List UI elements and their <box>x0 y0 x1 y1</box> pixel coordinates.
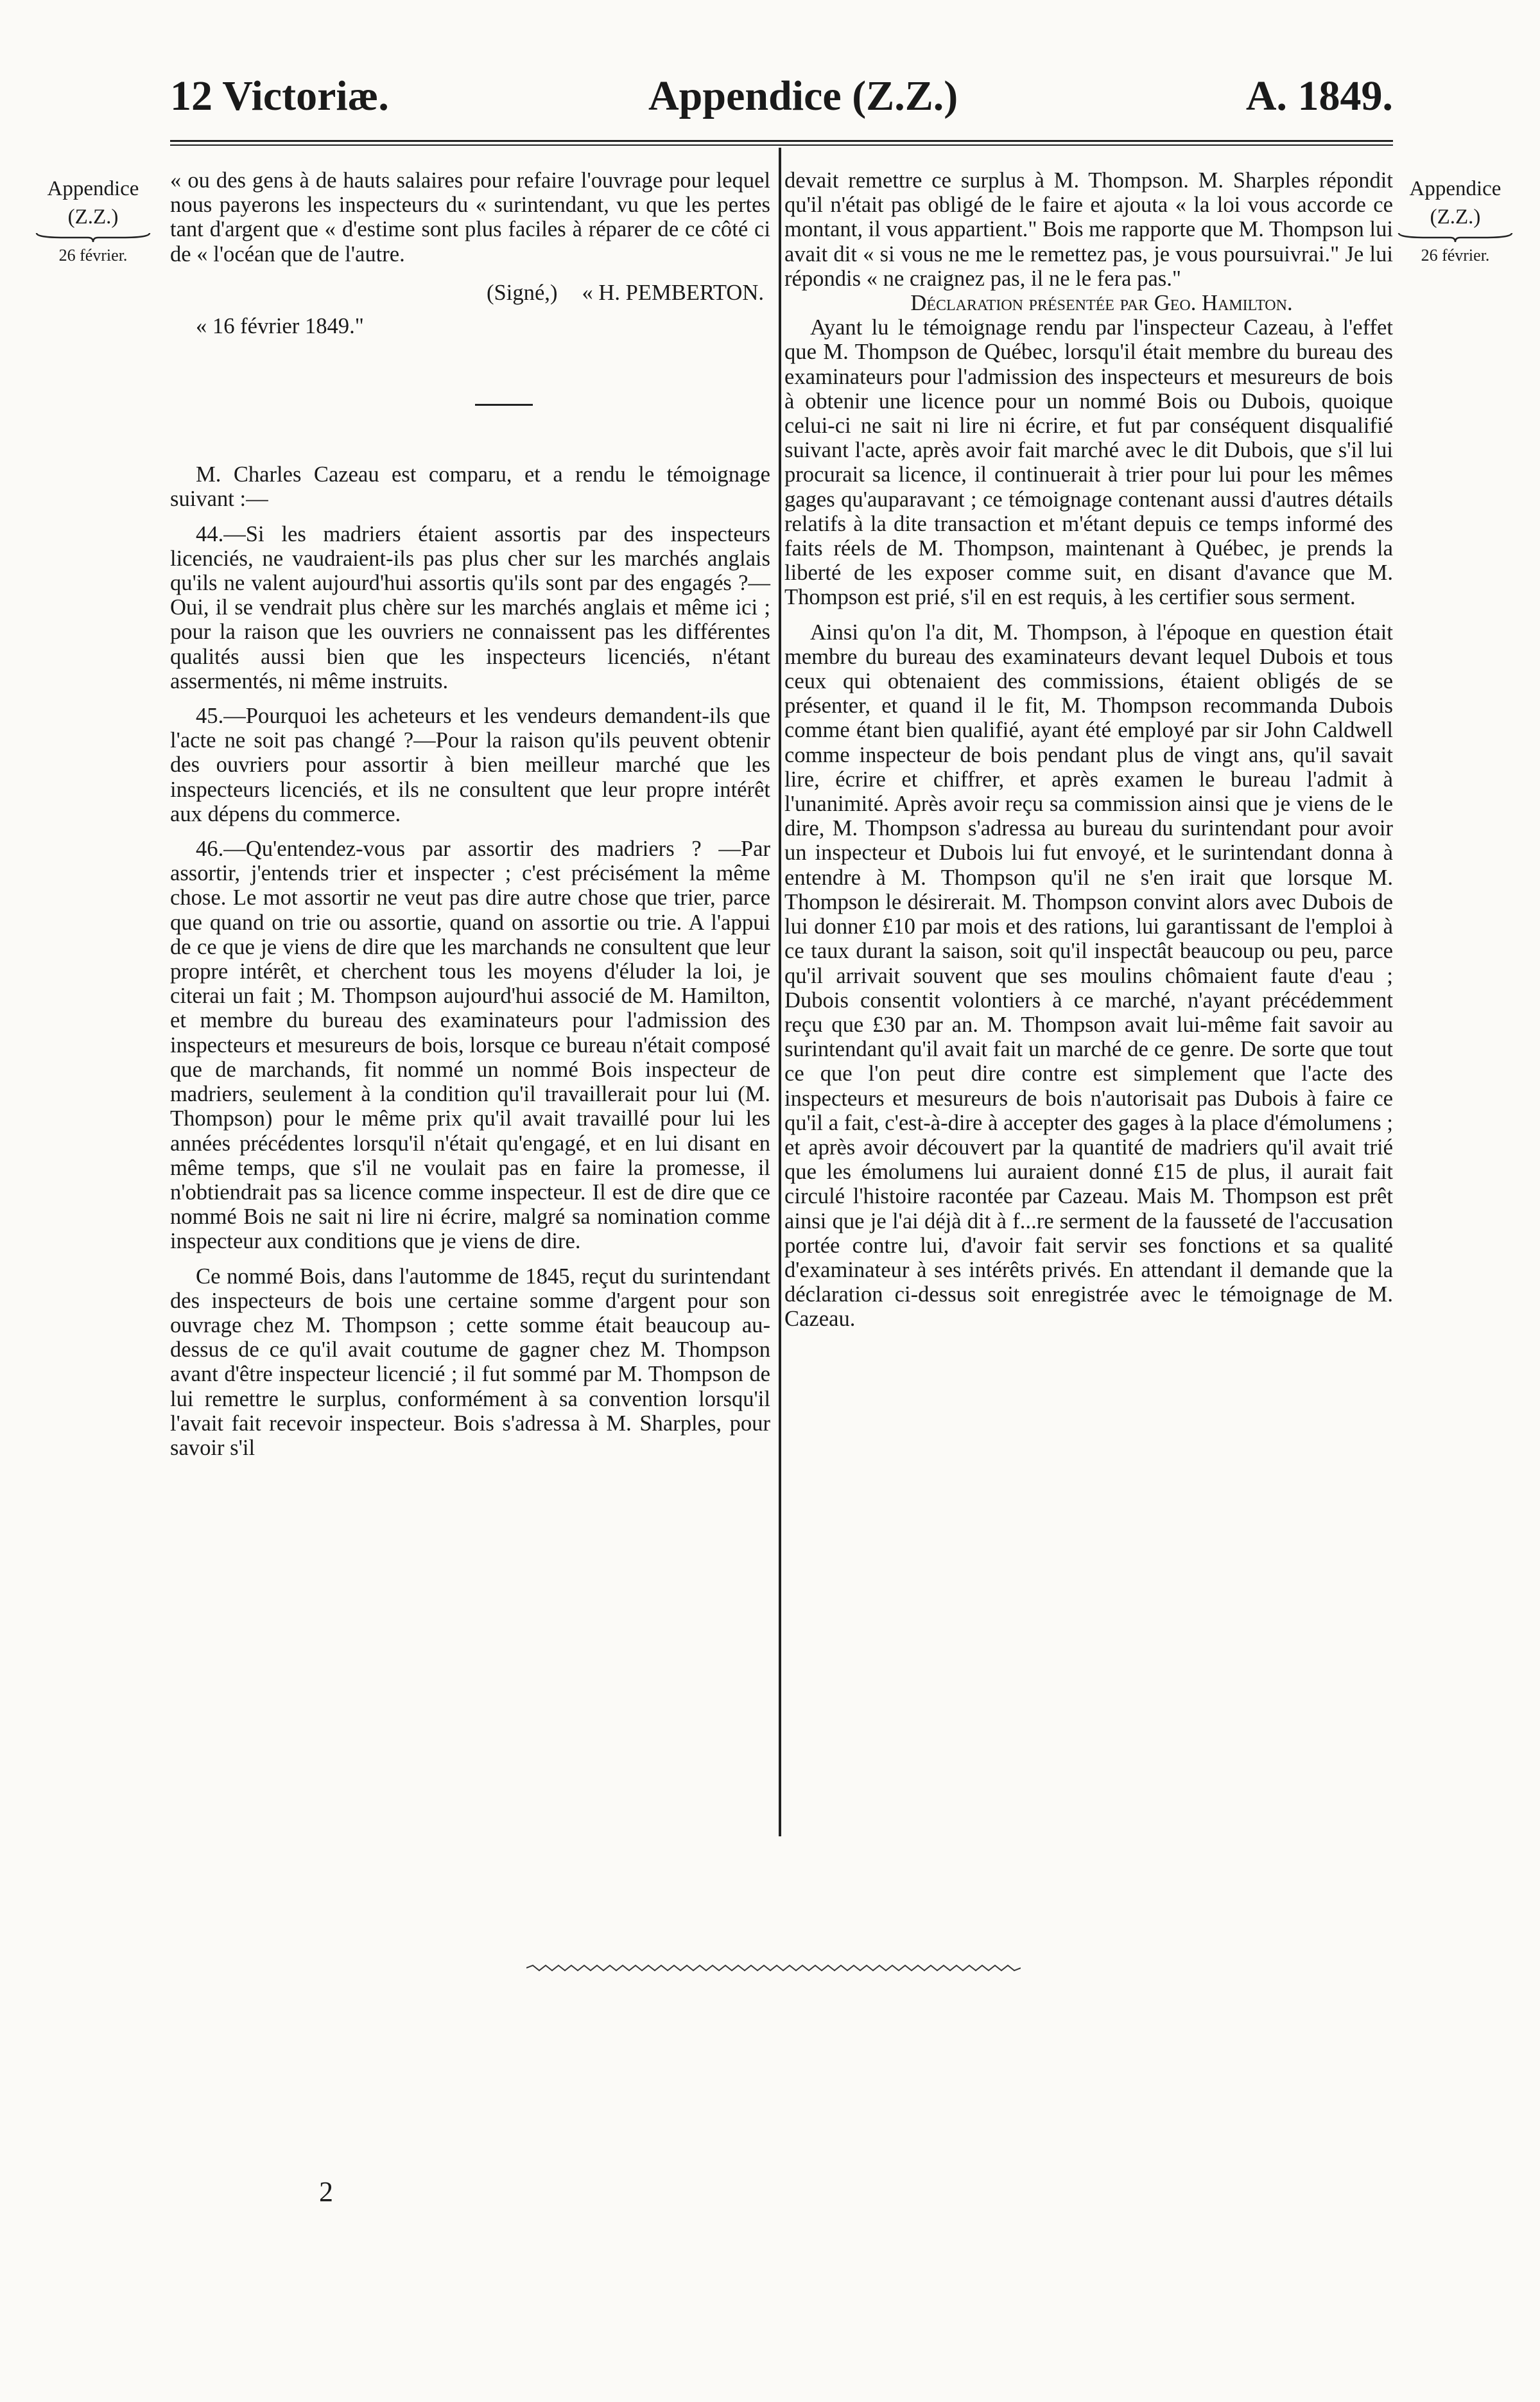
question-45: 45.—Pourquoi les acheteurs et les vendeurs demandent-ils que l'acte ne soit pas changé ?—Pour la raison qu'ils peuvent obtenir des ouvriers pour assortir à bien meilleur marché que les inspecteurs licenciés, et ils ne consultent que leur propre intérêt aux dépens du commerce. <box>170 704 770 826</box>
letter-quote: « ou des gens à de hauts salaires pour refaire l'ouvrage pour lequel nous payerons les inspecteurs du « surintendant, vu que les pertes tant d'argent que « d'estime sont plus faciles à réparer de ce côté ci de « l'océan que de l'autre. <box>170 168 770 266</box>
declaration-title: Déclaration présentée par Geo. Hamilton. <box>910 291 1293 316</box>
declaration-paragraph-2: Ainsi qu'on l'a dit, M. Thompson, à l'époque en question était membre du bureau des examinateurs devant lequel Dubois et tous ceux qui obtenaient des commissions, étaient obligés de se présenter, et quand il le fit, M. Thompson recommanda Dubois comme étant bien qualifié, ayant été employé par sir John Caldwell comme inspecteur de bois pendant plus de vingt ans, qu'il savait lire, écrire et chiffrer, et après examen le bureau l'admit à l'unanimité. Après avoir reçu sa commission ainsi que je viens de le dire, M. Thompson s'adressa au bureau du surintendant pour avoir un inspecteur et Dubois lui fut envoyé, et le surintendant donna à entendre à M. Thompson qu'il ne s'en irait que lorsque M. Thompson le désirerait. M. Thompson convint alors avec Dubois de lui donner £10 par mois et des rations, lui garantissant de l'emploi à ce taux durant la saison, soit qu'il inspectât beaucoup ou peu, parce qu'il arrivait souvent que ses moulins chômaient faute d'eau ; Dubois consentit volontiers à ce marché, n'ayant précédemment reçu que £30 par an. M. Thompson avait lui-même fait savoir au surintendant qu'il avait fait un marché de ce genre. De sorte que tout ce que l'on peut dire contre est simplement que l'acte des inspecteurs et mesureurs de bois n'autorisait pas Dubois à faire ce qu'il a fait, c'est-à-dire à accepter des gages à la place d'émolumens ; et après avoir découvert par la quantité de madriers qu'il avait trié que les émolumens lui auraient donné £15 de plus, il aurait fait circulé l'histoire racontée par Cazeau. Mais M. Thompson est prêt ainsi que je l'ai déjà dit à f...re serment de la fausseté de l'accusation portée contre lui, d'avoir fait servir ses fonctions et sa qualité d'examinateur à ses intérêts privés. En attendant il demande que la déclaration ci-dessus soit enregistrée avec le témoignage de M. Cazeau. <box>784 620 1393 1332</box>
year-label: A. 1849. <box>1245 73 1393 119</box>
question-44: 44.—Si les madriers étaient assortis par des inspecteurs licenciés, ne vaudraient-ils pas plus cher sur les marchés anglais qu'ils ne valent aujourd'hui assortis qu'ils sont par des engagés ?—Oui, il se vendrait plus chère sur les marchés anglais et même ici ; pour la raison que les ouvriers ne connaissent pas les différentes qualités aussi bien que les inspecteurs licenciés, n'étant assermentés, ni même instruits. <box>170 521 770 693</box>
signer-name: « H. PEMBERTON. <box>582 280 764 305</box>
header-rule-top <box>170 140 1393 142</box>
header-rule-bottom <box>170 144 1393 146</box>
signature-line <box>170 281 770 305</box>
margin-date: 26 février. <box>1421 246 1490 265</box>
brace-icon <box>1397 231 1513 244</box>
margin-note-left <box>26 175 160 267</box>
question-46: 46.—Qu'entendez-vous par assortir des madriers ? —Par assortir, j'entends trier et inspecter ; c'est précisément la même chose. Le mot assortir ne veut pas dire autre chose que trier, parce que quand on trie ou assortie, quand on assortie ou trie. A l'appui de ce que je viens de dire que les marchands ne consultent que leur propre intérêt, et cherchent tous les moyens d'éluder la loi, je citerai un fait ; M. Thompson aujourd'hui associé de M. Hamilton, et membre du bureau des examinateurs pour l'admission des inspecteurs et mesureurs de bois, lorsque ce bureau n'était composé que de marchands, fit nommé un nommé Bois inspecteur de madriers, seulement à la condition qu'il travaillerait pour lui (M. Thompson) pour le même prix qu'il avait travaillé pour lui les années précédentes lorsqu'il n'était qu'engagé, et en lui disant en même temps, que s'il ne voulait pas en faire la promesse, il n'obtiendrait pas sa licence comme inspecteur. Il est de dire que ce nommé Bois ne sait ni lire ni écrire, malgré sa nomination comme inspecteur aux conditions que je viens de dire. <box>170 837 770 1254</box>
signed-label: (Signé,) <box>487 280 558 305</box>
margin-zz-label: (Z.Z.) <box>67 205 119 229</box>
paragraph-bois: Ce nommé Bois, dans l'automme de 1845, reçut du surintendant des inspecteurs de bois une certaine somme d'argent pour son ouvrage chez M. Thompson ; cette somme était beaucoup au-dessus de ce qu'il avait coutume de gagner chez M. Thompson avant d'être inspecteur licencié ; il fut sommé par M. Thompson de lui remettre le surplus, conformément à sa convention lorsqu'il l'avait fait recevoir inspecteur. Bois s'adressa à M. Sharples, pour savoir s'il <box>170 1264 770 1460</box>
left-column <box>170 168 770 1460</box>
declaration-paragraph-1: Ayant lu le témoignage rendu par l'inspecteur Cazeau, à l'effet que M. Thompson de Québec, lorsqu'il était membre du bureau des examinateurs pour l'admission des inspecteurs et mesureurs de bois à obtenir une licence pour un nommé Bois ou Dubois, quoique celui-ci ne sait ni lire ni écrire, et fut par conséquent disqualifié suivant l'acte, après avoir fait marché avec le dit Dubois, que s'il lui procurait sa licence, il continuerait à trier pour lui pour les mêmes gages qu'auparavant ; ce témoignage contenant aussi d'autres détails relatifs à la dite transaction et m'étant depuis ce temps informé des faits réels de M. Thompson, maintenant à Québec, je prends la liberté de les exposer comme suit, en disant d'avance que M. Thompson est prié, s'il en est requis, à les certifier sous serment. <box>784 315 1393 610</box>
ornament-divider <box>526 1963 1021 1972</box>
column-separator <box>779 148 781 1836</box>
page-number: 2 <box>319 2176 333 2207</box>
brace-icon <box>35 231 151 244</box>
margin-zz-label: (Z.Z.) <box>1430 205 1481 229</box>
page-header <box>170 72 1393 130</box>
margin-appendix-label: Appendice <box>47 177 139 200</box>
margin-date: 26 février. <box>58 246 128 265</box>
letter-date: « 16 février 1849." <box>196 314 364 339</box>
right-column <box>784 168 1393 1332</box>
session-label: 12 Victoriæ. <box>170 73 389 119</box>
margin-note-right <box>1388 175 1523 267</box>
testimony-intro: M. Charles Cazeau est comparu, et a rendu le témoignage suivant :— <box>170 462 770 512</box>
margin-appendix-label: Appendice <box>1409 177 1501 200</box>
appendix-title: Appendice (Z.Z.) <box>648 73 958 119</box>
section-divider <box>475 404 533 406</box>
continuation-paragraph: devait remettre ce surplus à M. Thompson. M. Sharples répondit qu'il n'était pas obligé de le faire et ajouta « la loi vous accorde ce montant, il vous appartient." Bois me rapporte que M. Thompson lui avait dit « si vous ne me le remettez pas, je vous poursuivrai." Je lui répondis « ne craignez pas, il ne le fera pas." <box>784 168 1393 291</box>
